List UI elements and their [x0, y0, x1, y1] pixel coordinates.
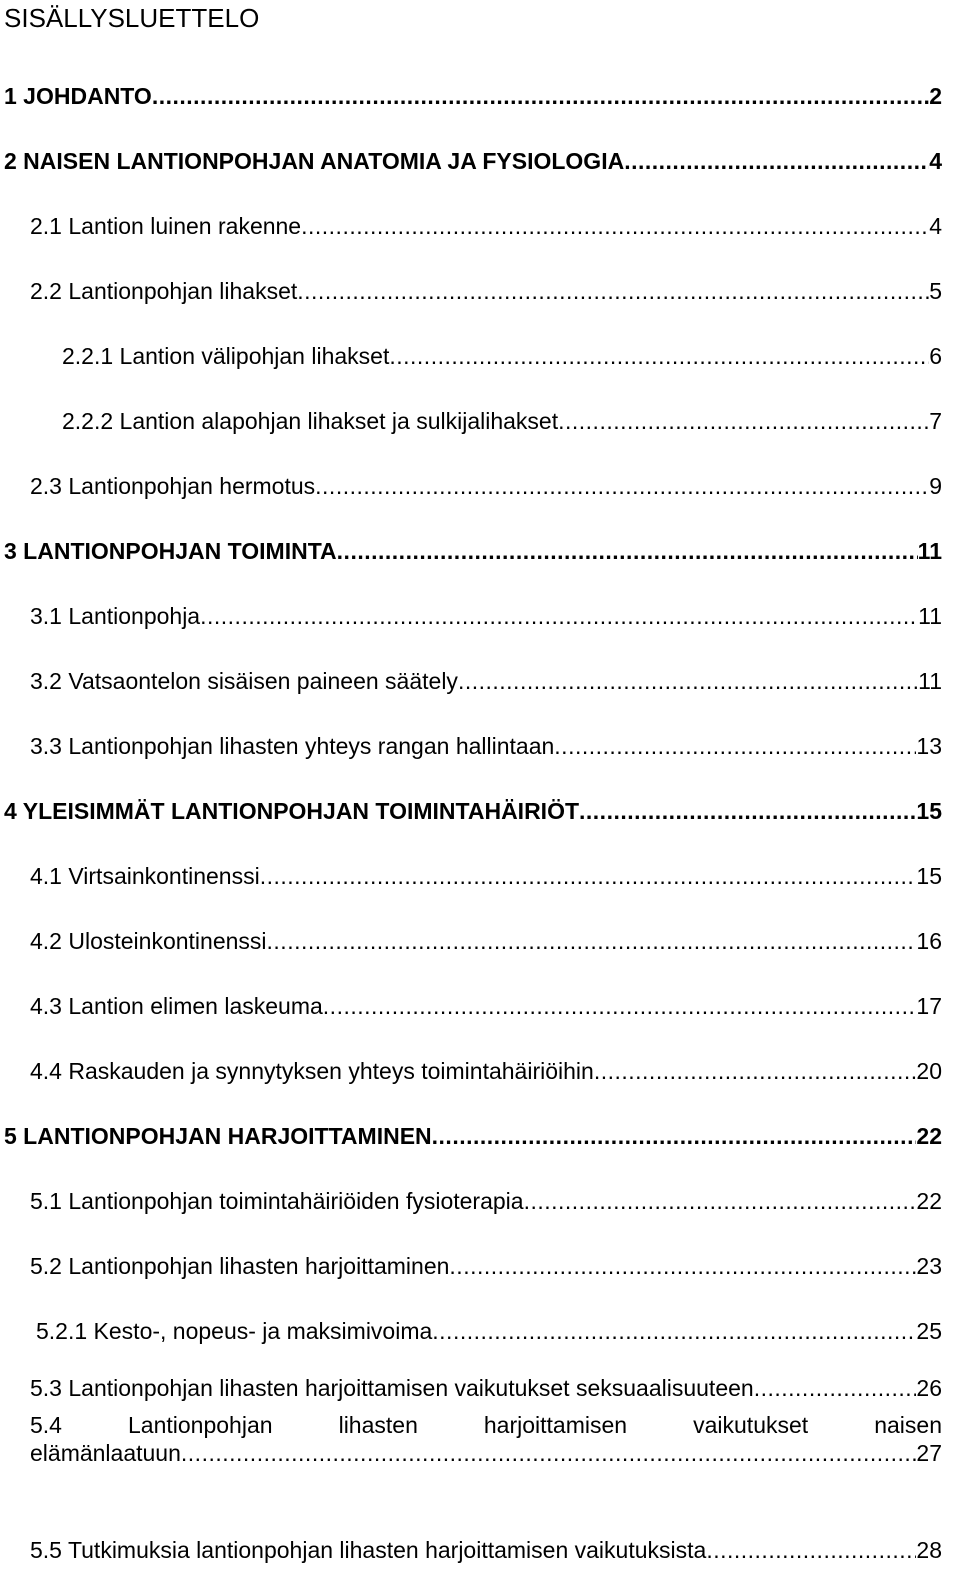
dot-leader [432, 1122, 917, 1150]
toc-entry-text: 4.2 Ulosteinkontinenssi [30, 928, 267, 954]
toc-entry-5-2[interactable] [30, 1248, 942, 1280]
toc-entry-page: 4 [929, 148, 942, 174]
toc-entry-text: 4 YLEISIMMÄT LANTIONPOHJAN TOIMINTAHÄIRIÖT [4, 798, 580, 824]
toc-entry-page: 11 [918, 668, 942, 694]
toc-entry-5-4-line2 [30, 1440, 942, 1473]
dot-leader [389, 342, 929, 370]
toc-entry-page: 11 [917, 538, 942, 564]
dot-leader [554, 732, 916, 760]
toc-entry-page: 22 [916, 1188, 942, 1214]
toc-entry-text: elämänlaatuun [30, 1440, 181, 1466]
toc-heading: SISÄLLYSLUETTELO [4, 3, 260, 33]
dot-leader [260, 862, 917, 890]
toc-entry-text: 2.2.1 Lantion välipohjan lihakset [62, 343, 390, 369]
dot-leader [301, 212, 929, 240]
dot-leader [524, 1187, 917, 1215]
dot-leader [297, 277, 929, 305]
toc-entry-2-2-2[interactable] [62, 403, 942, 435]
toc-entry-page: 5 [929, 278, 942, 304]
toc-entry-text: 4.4 Raskauden ja synnytyksen yhteys toimintahäiriöihin [30, 1058, 594, 1084]
dot-leader [754, 1374, 917, 1402]
toc-entry-page: 26 [916, 1375, 942, 1401]
toc-entry-4[interactable] [4, 793, 942, 825]
dot-leader [337, 537, 918, 565]
toc-entry-page: 27 [916, 1440, 942, 1466]
toc-entry-text: 3.1 Lantionpohja [30, 603, 201, 629]
toc-entry-text: 5.5 Tutkimuksia lantionpohjan lihasten harjoittamisen vaikutuksista [30, 1537, 707, 1563]
toc-entry-page: 23 [916, 1253, 942, 1279]
toc-entry-2-1[interactable] [30, 208, 942, 240]
toc-entry-3-2[interactable] [30, 663, 942, 695]
toc-entry-text: 2.1 Lantion luinen rakenne [30, 213, 302, 239]
toc-entry-page: 9 [929, 473, 942, 499]
toc-entry-page: 15 [916, 798, 942, 824]
toc-entry-page: 17 [916, 993, 942, 1019]
toc-entry-5[interactable] [4, 1118, 942, 1150]
toc-word: 5.4 [30, 1412, 62, 1438]
toc-entry-2[interactable] [4, 143, 942, 175]
toc-entry-text: 1 JOHDANTO [4, 83, 152, 109]
toc-entry-page: 6 [929, 343, 942, 369]
toc-entry-1[interactable] [4, 78, 942, 110]
toc-entry-3-3[interactable] [30, 728, 942, 760]
toc-entry-page: 20 [916, 1058, 942, 1084]
toc-entry-3-1[interactable] [30, 598, 942, 630]
toc-entry-4-4[interactable] [30, 1053, 942, 1085]
toc-entry-text: 5.2 Lantionpohjan lihasten harjoittaminen [30, 1253, 450, 1279]
toc-entry-text: 3 LANTIONPOHJAN TOIMINTA [4, 538, 337, 564]
toc-word: vaikutukset [693, 1412, 809, 1438]
dot-leader [624, 147, 929, 175]
toc-entry-4-2[interactable] [30, 923, 942, 955]
toc-entry-page: 4 [929, 213, 942, 239]
toc-entry-page: 7 [929, 408, 942, 434]
toc-entry-5-2-1[interactable] [36, 1313, 942, 1345]
dot-leader [315, 472, 929, 500]
toc-entry-text: 2.3 Lantionpohjan hermotus [30, 473, 316, 499]
dot-leader [579, 797, 916, 825]
toc-entry-page: 22 [916, 1123, 942, 1149]
toc-entry-text: 5.3 Lantionpohjan lihasten harjoittamisen vaikutukset seksuaalisuuteen [30, 1375, 754, 1401]
dot-leader [558, 407, 929, 435]
toc-entry-text: 2 NAISEN LANTIONPOHJAN ANATOMIA JA FYSIOLOGIA [4, 148, 625, 174]
dot-leader [594, 1057, 917, 1085]
toc-entry-text: 4.3 Lantion elimen laskeuma [30, 993, 323, 1019]
dot-leader [181, 1433, 917, 1473]
dot-leader [449, 1252, 916, 1280]
toc-entry-page: 25 [916, 1318, 942, 1344]
dot-leader [458, 667, 918, 695]
toc-entry-page: 28 [916, 1537, 942, 1563]
toc-entry-4-1[interactable] [30, 858, 942, 890]
toc-entry-text: 5.2.1 Kesto-, nopeus- ja maksimivoima [36, 1318, 433, 1344]
toc-entry-3[interactable] [4, 533, 942, 565]
toc-entry-text: 5 LANTIONPOHJAN HARJOITTAMINEN [4, 1123, 432, 1149]
dot-leader [323, 992, 917, 1020]
toc-entry-2-3[interactable] [30, 468, 942, 500]
toc-entry-text: 3.3 Lantionpohjan lihasten yhteys rangan hallintaan [30, 733, 555, 759]
toc-entry-5-3[interactable] [30, 1370, 942, 1402]
toc-entry-5-1[interactable] [30, 1183, 942, 1215]
toc-entry-5-4[interactable] [30, 1405, 942, 1473]
dot-leader [706, 1536, 916, 1564]
toc-entry-text: 3.2 Vatsaontelon sisäisen paineen säätely [30, 668, 458, 694]
toc-word: harjoittamisen [483, 1412, 628, 1438]
toc-entry-text: 2.2.2 Lantion alapohjan lihakset ja sulkijalihakset [62, 408, 559, 434]
toc-entry-2-2-1[interactable] [62, 338, 942, 370]
toc-entry-text: 5.1 Lantionpohjan toimintahäiriöiden fysioterapia [30, 1188, 524, 1214]
toc-word: lihasten [338, 1412, 418, 1438]
toc-word: Lantionpohjan [128, 1412, 273, 1438]
dot-leader [200, 602, 918, 630]
toc-entry-text: 4.1 Virtsainkontinenssi [30, 863, 260, 889]
dot-leader [152, 82, 929, 110]
toc-entry-page: 16 [916, 928, 942, 954]
toc-entry-page: 15 [916, 863, 942, 889]
toc-entry-text: 2.2 Lantionpohjan lihakset [30, 278, 298, 304]
toc-entry-5-5[interactable] [30, 1532, 942, 1564]
dot-leader [267, 927, 917, 955]
toc-entry-4-3[interactable] [30, 988, 942, 1020]
toc-entry-page: 11 [918, 603, 942, 629]
toc-entry-page: 13 [916, 733, 942, 759]
toc-entry-page: 2 [929, 83, 942, 109]
toc-word: naisen [874, 1412, 942, 1438]
toc-entry-2-2[interactable] [30, 273, 942, 305]
dot-leader [432, 1317, 916, 1345]
